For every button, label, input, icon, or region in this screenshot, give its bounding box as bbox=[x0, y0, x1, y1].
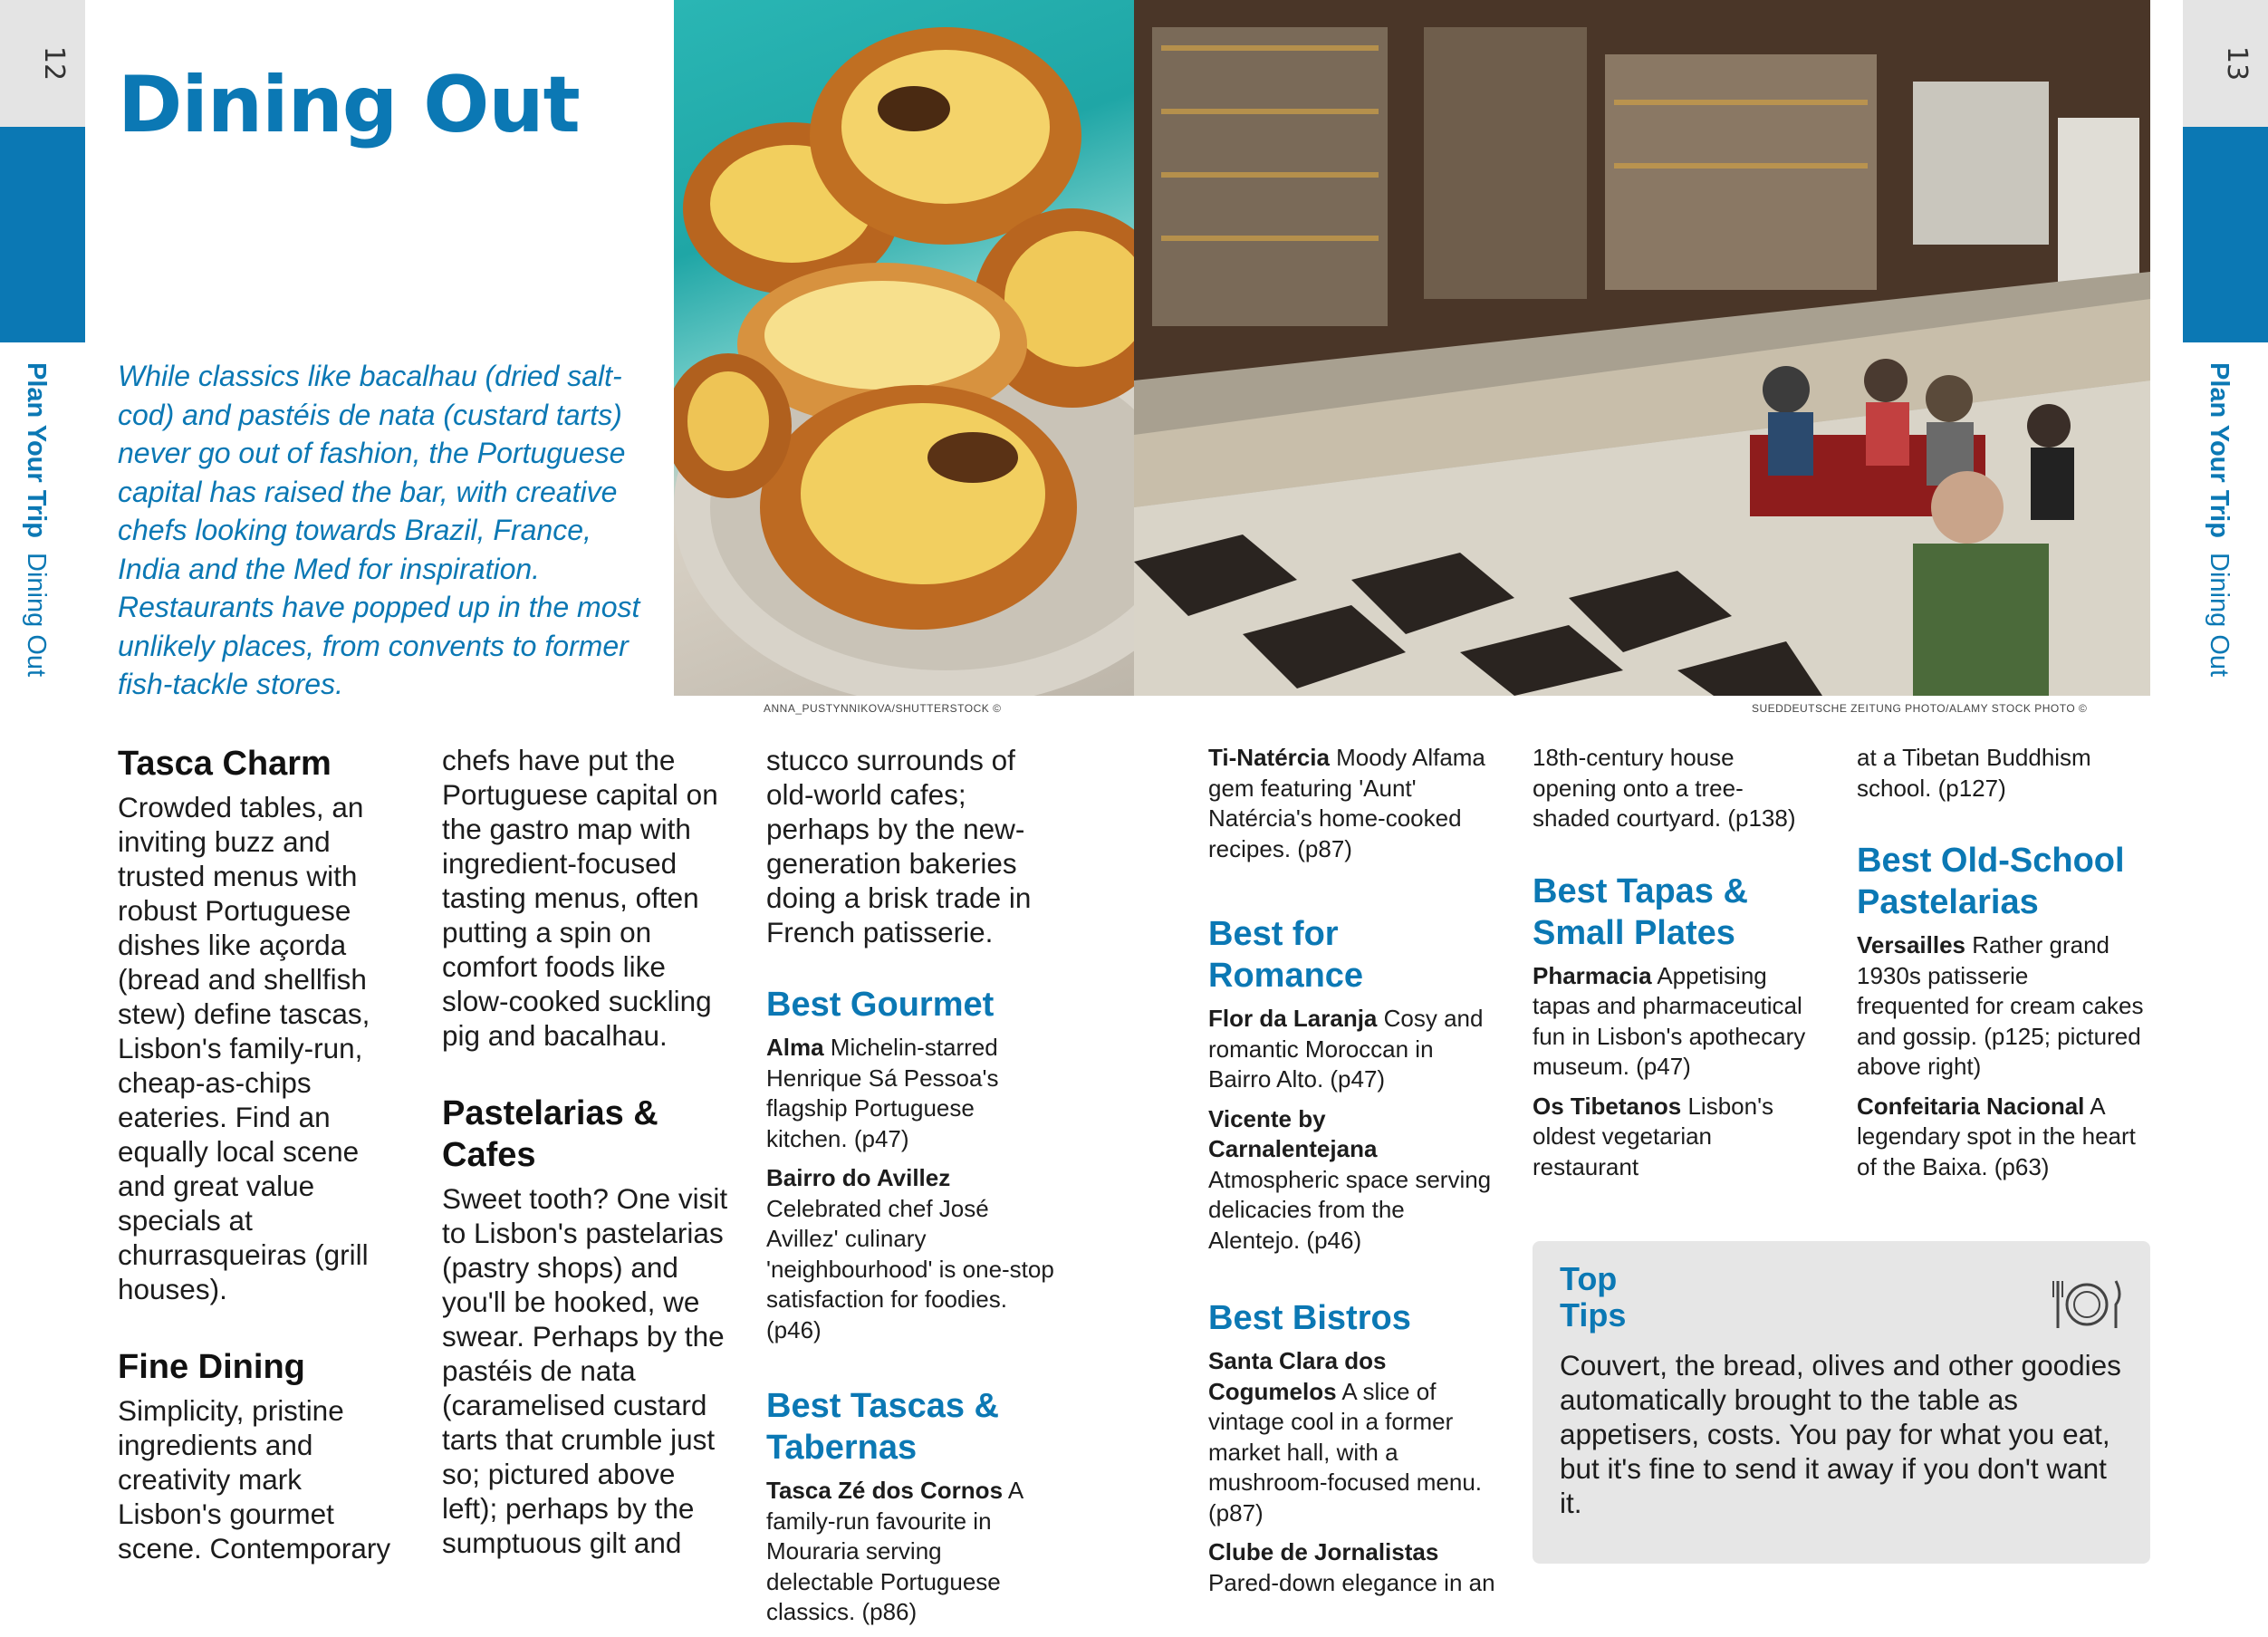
column-1 bbox=[118, 743, 406, 1565]
fine-dining-heading: Fine Dining bbox=[118, 1348, 305, 1386]
photo-credit-right: SUEDDEUTSCHE ZEITUNG PHOTO/ALAMY STOCK PHOTO © bbox=[1752, 702, 2088, 715]
entry-name: Pharmacia bbox=[1533, 961, 1652, 989]
best-tapas-heading: Best Tapas & Small Plates bbox=[1533, 871, 1748, 952]
best-tascas-heading: Best Tascas & Tabernas bbox=[766, 1387, 999, 1467]
best-bistros-heading: Best Bistros bbox=[1208, 1299, 1411, 1337]
column-5 bbox=[1533, 743, 1821, 1191]
page-title: Dining Out bbox=[118, 60, 580, 150]
romance-entry bbox=[1208, 1004, 1496, 1095]
pastelarias-entry bbox=[1857, 930, 2145, 1083]
entry-desc: A family-run favourite in Mouraria serving delectable Portuguese classics. (p86) bbox=[766, 1477, 1023, 1625]
entry-name: Versailles bbox=[1857, 931, 1965, 958]
entry-desc: Moody Alfama gem featuring 'Aunt' Natércia's home-cooked recipes. (p87) bbox=[1208, 744, 1485, 862]
right-tab-top bbox=[2183, 0, 2268, 127]
pastelarias-heading: Pastelarias & Cafes bbox=[442, 1094, 658, 1174]
column-6 bbox=[1857, 743, 2145, 1191]
fine-dining-body-1: Simplicity, pristine ingredients and creativity mark Lisbon's gourmet scene. Contemporary bbox=[118, 1394, 391, 1565]
tascas-entry bbox=[766, 1476, 1054, 1628]
plate-cutlery-icon bbox=[2051, 1277, 2123, 1332]
pastelarias-body-2: stucco surrounds of old-world cafes; perhaps by the new-generation bakeries doing a brisk trade in French patisserie. bbox=[766, 744, 1032, 948]
entry-desc: Cosy and romantic Moroccan in Bairro Alto. (p47) bbox=[1208, 1005, 1484, 1093]
side-label-light-right: Dining Out bbox=[2205, 553, 2234, 678]
top-tips-text: Couvert, the bread, olives and other goodies automatically brought to the table as appetisers, costs. You pay for what you eat, but it's fine to send it away if you don't want it. bbox=[1560, 1349, 2121, 1519]
entry-desc: A legendary spot in the heart of the Baixa. (p63) bbox=[1857, 1092, 2136, 1180]
column-4 bbox=[1208, 743, 1496, 1607]
best-pastelarias-heading: Best Old-School Pastelarias bbox=[1857, 842, 2125, 921]
entry-desc: Atmospheric space serving delicacies from the Alentejo. (p46) bbox=[1208, 1165, 1492, 1254]
custard-tarts-photo bbox=[674, 0, 1134, 696]
entry-name: Ti-Natércia bbox=[1208, 744, 1330, 771]
tapas-entry bbox=[1533, 1092, 1821, 1183]
entry-desc: Rather grand 1930s patisserie frequented for cream cakes and gossip. (p125; pictured above right) bbox=[1857, 931, 2144, 1080]
pastelarias-body-1: Sweet tooth? One visit to Lisbon's pastelarias (pastry shops) and you'll be hooked, we swear. Perhaps by the pastéis de nata (caramelised custard tarts that crumble just so; pictured above left); perhaps by the sumptuous gilt and bbox=[442, 1182, 728, 1559]
entry-desc: Celebrated chef José Avillez' culinary 'neighbourhood' is one-stop satisfaction for foodies. (p46) bbox=[766, 1194, 1054, 1343]
left-side-label bbox=[0, 362, 85, 743]
bistros-entry bbox=[1208, 1537, 1496, 1598]
column-3 bbox=[766, 743, 1054, 1637]
entry-desc: Appetising tapas and pharmaceutical fun in Lisbon's apothecary museum. (p47) bbox=[1533, 961, 1806, 1080]
side-label-bold: Plan Your Trip bbox=[22, 362, 51, 538]
top-tips-box bbox=[1533, 1241, 2150, 1564]
entry-desc: Pared-down elegance in an bbox=[1208, 1568, 1495, 1596]
entry-name: Tasca Zé dos Cornos bbox=[766, 1477, 1004, 1504]
bistros-entry bbox=[1208, 1346, 1496, 1528]
entry-name: Os Tibetanos bbox=[1533, 1092, 1682, 1120]
romance-entry bbox=[1208, 1104, 1496, 1257]
page-number-left: 12 bbox=[38, 45, 70, 82]
best-gourmet-heading: Best Gourmet bbox=[766, 986, 995, 1024]
left-tab-top bbox=[0, 0, 85, 127]
tapas-entry bbox=[1533, 961, 1821, 1083]
entry-name: Clube de Jornalistas bbox=[1208, 1538, 1439, 1565]
best-romance-heading: Best for Romance bbox=[1208, 915, 1364, 995]
entry-name: Santa Clara dos Cogumelos bbox=[1208, 1347, 1387, 1405]
top-tips-title: Top Tips bbox=[1560, 1260, 1627, 1334]
tasca-body: Crowded tables, an inviting buzz and trusted menus with robust Portuguese dishes like açorda (bread and shellfish stew) define tascas, Lisbon's family-run, cheap-as-chips eateries. Find an equally local scene and great value specials at churrasqueiras (grill houses). bbox=[118, 791, 370, 1305]
gourmet-entry bbox=[766, 1163, 1054, 1345]
entry-name: Vicente by Carnalentejana bbox=[1208, 1104, 1378, 1162]
right-side-label bbox=[2183, 362, 2268, 743]
bistros-entry-continued: 18th-century house opening onto a tree-shaded courtyard. (p138) bbox=[1533, 744, 1796, 832]
tascas-entry bbox=[1208, 743, 1496, 864]
fine-dining-body-2: chefs have put the Portuguese capital on the gastro map with ingredient-focused tasting menus, often putting a spin on comfort foods like slow-cooked suckling pig and bacalhau. bbox=[442, 744, 718, 1052]
page-number-right: 13 bbox=[2221, 45, 2253, 82]
column-2 bbox=[442, 743, 730, 1560]
entry-name: Bairro do Avillez bbox=[766, 1164, 951, 1191]
tasca-heading: Tasca Charm bbox=[118, 745, 332, 783]
right-tab-accent bbox=[2183, 127, 2268, 342]
side-label-light: Dining Out bbox=[22, 553, 51, 678]
entry-desc: Lisbon's oldest vegetarian restaurant bbox=[1533, 1092, 1774, 1180]
pastelarias-entry bbox=[1857, 1092, 2145, 1183]
intro-paragraph: While classics like bacalhau (dried salt-cod) and pastéis de nata (custard tarts) never go out of fashion, the Portuguese capital has raised the bar, with creative chefs looking towards Brazil, France, India and the Med for inspiration. Restaurants have popped up in the most unlikely places, from convents to former fish-tackle stores. bbox=[118, 360, 640, 700]
tapas-entry-continued: at a Tibetan Buddhism school. (p127) bbox=[1857, 744, 2091, 802]
entry-name: Confeitaria Nacional bbox=[1857, 1092, 2085, 1120]
side-label-bold-right: Plan Your Trip bbox=[2205, 362, 2234, 538]
entry-name: Flor da Laranja bbox=[1208, 1005, 1378, 1032]
entry-name: Alma bbox=[766, 1034, 824, 1061]
left-tab-accent bbox=[0, 127, 85, 342]
pastelaria-interior-photo bbox=[1134, 0, 2150, 696]
entry-desc: A slice of vintage cool in a former market hall, with a mushroom-focused menu. (p87) bbox=[1208, 1377, 1483, 1526]
gourmet-entry bbox=[766, 1033, 1054, 1154]
photo-credit-left: ANNA_PUSTYNNIKOVA/SHUTTERSTOCK © bbox=[764, 702, 1002, 715]
entry-desc: Michelin-starred Henrique Sá Pessoa's flagship Portuguese kitchen. (p47) bbox=[766, 1034, 999, 1152]
